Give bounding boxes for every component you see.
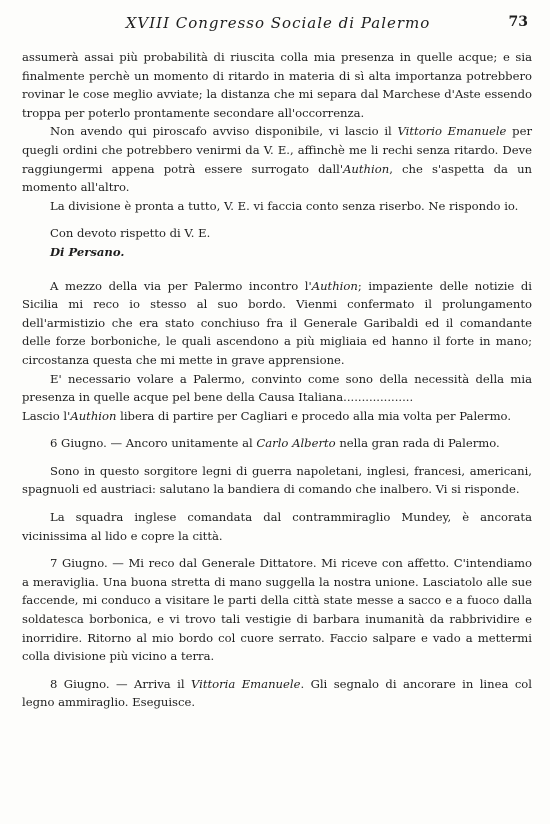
paragraph: La divisione è pronta a tutto, V. E. vi faccia conto senza riserbo. Ne rispondo io. [50,198,519,213]
diary-entry [22,675,532,712]
ship-name: Vittorio Emanuele [397,124,507,139]
text-run: 8 Giugno. — Arriva il [50,676,191,691]
ship-name: Authion [343,161,390,176]
page-number: 73 [508,14,528,30]
text-run: . Gli segnalo di ancorare in linea col legno ammiraglio. Eseguisce. [22,676,532,710]
text-run: A mezzo della via per Palermo incontro l' [50,278,312,293]
running-header [28,14,528,38]
paragraph [22,277,532,370]
ship-name: Authion [70,408,117,423]
signature-closing: Con devoto rispetto di V. E. [50,226,211,241]
text-run: Lascio l' [22,408,71,423]
text-run: libera di partire per Cagliari e procedo alla mia volta per Palermo. [116,408,512,423]
header-title: XVIII Congresso Sociale di Palermo [125,14,431,32]
signature-name: Di Persano. [50,244,125,259]
text-run: Non avendo qui piroscafo avviso disponibile, vi lascio il [50,124,398,139]
text-run: nella gran rada di Palermo. [335,436,500,451]
diary-entry: 7 Giugno. — Mi reco dal Generale Dittatore. Mi riceve con affetto. C'intendiamo a meraviglia. Una buona stretta di mano suggella la nostra unione. Lasciatolo alle sue faccende, mi conduco a visitare le parti della città state messe a sacco e a fuoco dalla soldatesca borbonica, e vi trovo tali vestigie di barbara inumanità da rabbrividire e inorridire. Ritorno al mio bordo col cuore serrato. Faccio salpare e vado a mettermi colla divisione più vicino a terra. [22,556,532,664]
paragraph: La squadra inglese comandata dal contrammiraglio Mundey, è ancorata vicinissima al lido e copre la città. [22,510,532,543]
document-body [22,48,532,712]
paragraph: E' necessario volare a Palermo, convinto come sono della necessità della mia presenza in quelle acque pel bene della Causa Italiana................... [22,371,532,405]
text-run: per quegli ordini che potrebbero venirmi da V. E., affinchè me li rechi senza ritardo. Deve raggiungermi appena potrà essere surrogato dall' [22,124,532,176]
ship-name: Carlo Alberto [256,436,336,451]
paragraph: assumerà assai più probabilità di riuscita colla mia presenza in quelle acque; e sia finalmente perchè un momento di ritardo in materia di sì alta importanza potrebbero rovinar le cose meglio avviate; la distanza che mi separa dal Marchese d'Aste essendo troppa per poterlo prontamente secondare all'occorrenza. [22,50,532,120]
diary-entry [22,434,532,453]
paragraph [22,122,532,196]
ship-name: Authion [311,278,358,293]
text-run: 6 Giugno. — Ancoro unitamente al [50,436,257,451]
text-run: , che s'aspetta da un momento all'altro. [22,161,532,195]
ship-name: Vittoria Emanuele [190,676,301,691]
paragraph: Sono in questo sorgitore legni di guerra napoletani, inglesi, francesi, americani, spagnuoli ed austriaci: salutano la bandiera di comando che inalbero. Vi si risponde. [22,463,532,497]
paragraph [22,407,532,426]
text-run: ; impaziente delle notizie di Sicilia mi reco io stesso al suo bordo. Vienmi confermato il prolungamento dell'armistizio che era stato conchiuso fra il Generale Garibaldi ed il comandante delle forze borboniche, le quali ascendono a più migliaia ed hanno il forte in mano; circostanza questa che mi mette in grave apprensione. [22,278,533,367]
